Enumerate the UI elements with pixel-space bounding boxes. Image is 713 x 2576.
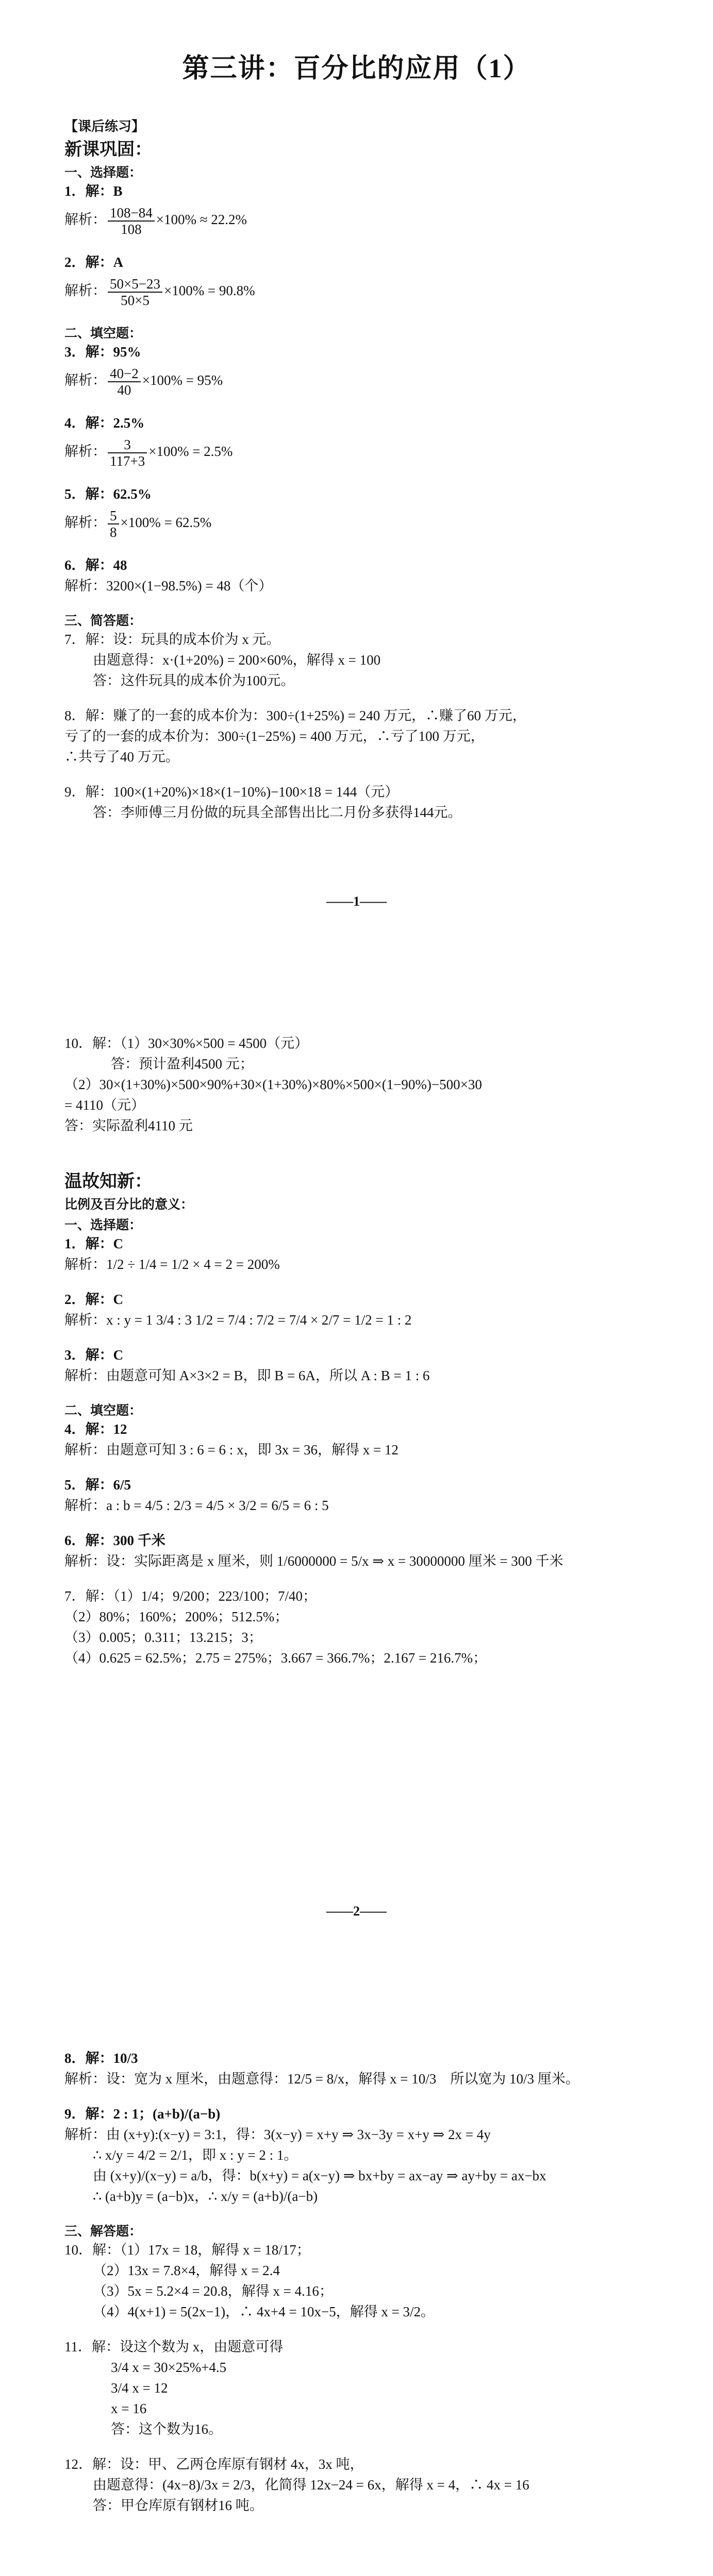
answer-9: 9．解：100×(1+20%)×18×(1−10%)−100×18 = 144（元） 答：李师傅三月份做的玩具全部售出比二月份多获得144元。 — [64, 784, 462, 820]
page-number: ——1—— — [326, 894, 387, 909]
answer-9: 9．解：2 : 1；(a+b)/(a−b) 解析：由 (x+y):(x−y) = 3:1，得：3(x−y) = x+y ⇒ 3x−3y = x+y ⇒ 2x = 4y ∴ x/y = 4/2 = 2/1，即 x : y = 2 : 1。 由 (x+y)/(x−y) = a/b，得：b(x+y) = a(x−y) ⇒ bx+by = ax−ay ⇒ ay+by = ax−bx ∴ (a+b)y = (a−b)x，∴ x/y = (a+b)/(a−b) — [64, 2106, 546, 2204]
answer-7: 7．解：设：玩具的成本价为 x 元。 由题意得：x·(1+20%) = 200×60%，解得 x = 100 答：这件玩具的成本价为100元。 — [64, 632, 381, 688]
fraction: $\frac{50\times 5-23}{50\times 5}$ — [108, 276, 162, 308]
answer-8: 8．解：赚了的一套的成本价为：300÷(1+25%) = 240 万元，∴赚了60 万元， 亏了的一套的成本价为：300÷(1−25%) = 400 万元，∴亏了100 万元， ∴共亏了40 万元。 — [64, 708, 526, 765]
homework-tag: 【课后练习】 — [64, 119, 145, 134]
answer-6: 6．解：48 解析：3200×(1−98.5%) = 48（个） — [64, 557, 273, 594]
page-number: ——2—— — [326, 1904, 387, 1919]
page3-content — [64, 2048, 657, 2530]
section-heading: 新课巩固： — [64, 140, 152, 159]
section-review — [64, 1167, 657, 1683]
answer-12: 12．解：设：甲、乙两仓库原有钢材 4x，3x 吨， 由题意得：(4x−8)/3x = 2/3，化简得 12x−24 = 6x，解得 x = 4，∴ 4x = 16 答：甲仓库原有钢材16 吨。 — [64, 2456, 529, 2513]
section-new-lesson — [64, 116, 657, 837]
answer-10-block: 10．解：（1）30×30%×500 = 4500（元） 答：预计盈利4500 元； （2）30×(1+30%)×500×90%+30×(1+30%)×80%×500×(1−90%)−500×30 = 4110（元） 答：实际盈利4110 元 — [64, 1036, 482, 1133]
answer-1: 1．解：C 解析：1/2 ÷ 1/4 = 1/2 × 4 = 2 = 200% — [64, 1236, 280, 1272]
answer-3: 3．解：C 解析：由题意可知 A×3×2 = B，即 B = 6A，所以 A : B = 1 : 6 — [64, 1347, 430, 1383]
answer-4: 4．解：12 解析：由题意可知 3 : 6 = 6 : x，即 3x = 36，解得 x = 12 — [64, 1421, 399, 1458]
fraction: $\frac{3}{117+3}$ — [108, 437, 147, 469]
answer-6: 6．解：300 千米 解析：设：实际距离是 x 厘米，则 1/6000000 = 5/x ⇒ x = 30000000 厘米 = 300 千米 — [64, 1533, 563, 1569]
part-heading: 一、选择题： — [64, 166, 142, 180]
answer-2: 2．解：C 解析：x : y = 1 3/4 : 3 1/2 = 7/4 : 7/2 = 7/4 × 2/7 = 1/2 = 1 : 2 — [64, 1292, 412, 1328]
fraction: $\frac{108-84}{108}$ — [108, 205, 155, 237]
fraction: $\frac{5}{8}$ — [108, 508, 119, 540]
answer-5: 5．解：6/5 解析：a : b = 4/5 : 2/3 = 4/5 × 3/2 = 6/5 = 6 : 5 — [64, 1477, 329, 1513]
answer-3: 3．解：95% 解析： $\frac{40-2}{40}$ ×100% = 95% — [64, 344, 223, 398]
answer-1: 1．解：B 解析： $\frac{108-84}{108}$ ×100% ≈ 22.2% — [64, 183, 247, 237]
answer-4: 4．解：2.5% 解析： $\frac{3}{117+3}$ ×100% = 2.5% — [64, 415, 233, 469]
part-heading: 三、简答题： — [64, 614, 142, 628]
answer-5: 5．解：62.5% 解析： $\frac{5}{8}$ ×100% = 62.5% — [64, 486, 212, 540]
answer-8: 8．解：10/3 解析：设：宽为 x 厘米，由题意得：12/5 = 8/x，解得 x = 10/3 所以宽为 10/3 厘米。 — [64, 2050, 579, 2087]
answer-2: 2．解：A 解析： $\frac{50\times 5-23}{50\times 5}$ ×100% = 90.8% — [64, 255, 255, 308]
answer-11: 11．解：设这个数为 x，由题意可得 3/4 x = 30×25%+4.5 3/4 x = 12 x = 16 答：这个数为16。 — [64, 2339, 284, 2437]
page-title: 第三讲：百分比的应用（1） — [182, 54, 531, 83]
sub-heading: 比例及百分比的意义： — [64, 1198, 194, 1212]
answer-10: 10．解：（1）17x = 18，解得 x = 18/17； （2）13x = 7.8×4，解得 x = 2.4 （3）5x = 5.2×4 = 20.8，解得 x = 4.16； （4）4(x+1) = 5(2x−1)，∴ 4x+4 = 10x−5，解得 x = 3/2。 — [64, 2242, 435, 2319]
fraction: $\frac{40-2}{40}$ — [108, 366, 141, 398]
part-heading: 二、填空题： — [64, 1404, 142, 1418]
part-heading: 一、选择题： — [64, 1218, 142, 1232]
part-heading: 二、填空题： — [64, 327, 142, 341]
section-heading: 温故知新： — [64, 1172, 152, 1191]
part-heading: 三、解答题： — [64, 2225, 142, 2239]
answer-7: 7．解：（1）1/4；9/200；223/100；7/40； （2）80%；160%；200%；512.5%； （3）0.005；0.311；13.215；3； （4）0.625 = 62.5%；2.75 = 275%；3.667 = 366.7%；2.167 = 216.7%； — [64, 1588, 487, 1666]
